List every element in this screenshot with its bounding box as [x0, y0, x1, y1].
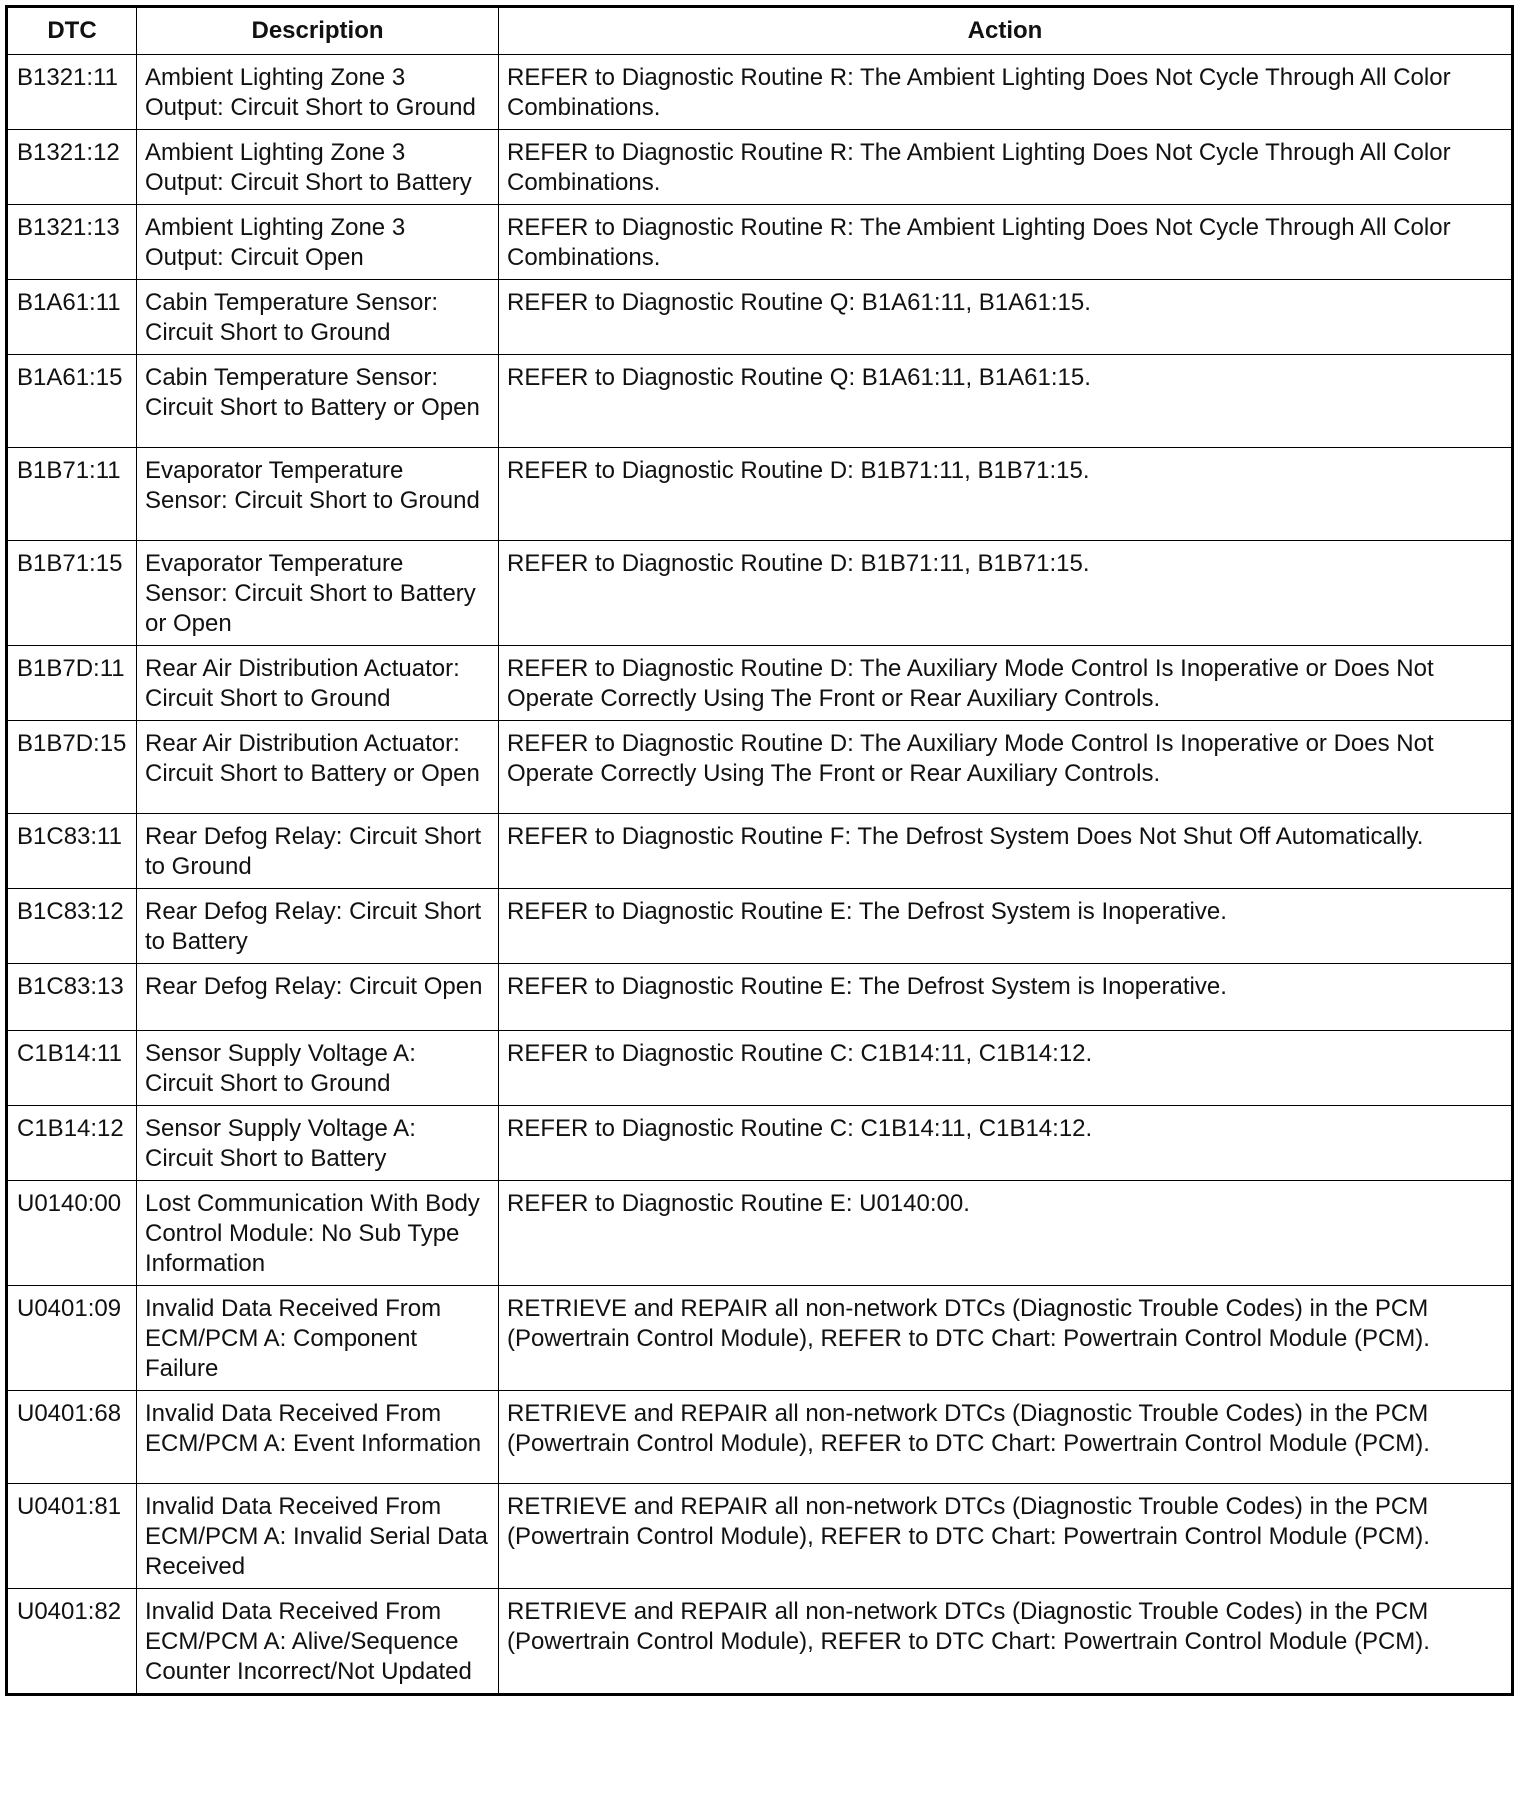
description-cell: Rear Defog Relay: Circuit Open — [137, 964, 499, 1031]
dtc-code-cell: B1321:12 — [7, 130, 137, 205]
action-cell: REFER to Diagnostic Routine D: B1B71:11, B1B71:15. — [499, 541, 1513, 646]
dtc-code-cell: U0401:82 — [7, 1589, 137, 1695]
table-header — [7, 7, 1513, 55]
description-cell: Rear Defog Relay: Circuit Short to Ground — [137, 814, 499, 889]
action-cell: RETRIEVE and REPAIR all non-network DTCs (Diagnostic Trouble Codes) in the PCM (Powertrain Control Module), REFER to DTC Chart: Powertrain Control Module (PCM). — [499, 1589, 1513, 1695]
action-cell: REFER to Diagnostic Routine D: B1B71:11, B1B71:15. — [499, 448, 1513, 541]
dtc-code-cell: B1B71:15 — [7, 541, 137, 646]
description-cell: Ambient Lighting Zone 3 Output: Circuit Short to Ground — [137, 55, 499, 130]
table-row — [7, 964, 1513, 1031]
table-row — [7, 889, 1513, 964]
action-cell: REFER to Diagnostic Routine D: The Auxiliary Mode Control Is Inoperative or Does Not Operate Correctly Using The Front or Rear Auxiliary Controls. — [499, 646, 1513, 721]
table-row — [7, 448, 1513, 541]
action-cell: REFER to Diagnostic Routine E: The Defrost System is Inoperative. — [499, 889, 1513, 964]
dtc-code-cell: U0401:81 — [7, 1484, 137, 1589]
header-row — [7, 7, 1513, 55]
action-cell: REFER to Diagnostic Routine R: The Ambient Lighting Does Not Cycle Through All Color Combinations. — [499, 130, 1513, 205]
dtc-code-cell: B1A61:11 — [7, 280, 137, 355]
table-row — [7, 541, 1513, 646]
dtc-code-cell: C1B14:11 — [7, 1031, 137, 1106]
action-cell: REFER to Diagnostic Routine R: The Ambient Lighting Does Not Cycle Through All Color Combinations. — [499, 55, 1513, 130]
action-cell: REFER to Diagnostic Routine E: The Defrost System is Inoperative. — [499, 964, 1513, 1031]
action-cell: REFER to Diagnostic Routine Q: B1A61:11, B1A61:15. — [499, 280, 1513, 355]
dtc-code-cell: B1B7D:11 — [7, 646, 137, 721]
description-cell: Ambient Lighting Zone 3 Output: Circuit Short to Battery — [137, 130, 499, 205]
action-cell: REFER to Diagnostic Routine C: C1B14:11, C1B14:12. — [499, 1106, 1513, 1181]
dtc-code-cell: B1321:13 — [7, 205, 137, 280]
table-row — [7, 1286, 1513, 1391]
action-cell: REFER to Diagnostic Routine C: C1B14:11, C1B14:12. — [499, 1031, 1513, 1106]
description-cell: Evaporator Temperature Sensor: Circuit Short to Battery or Open — [137, 541, 499, 646]
description-cell: Rear Air Distribution Actuator: Circuit Short to Ground — [137, 646, 499, 721]
table-row — [7, 1484, 1513, 1589]
table-row — [7, 1106, 1513, 1181]
dtc-table — [5, 5, 1514, 1696]
dtc-code-cell: B1B7D:15 — [7, 721, 137, 814]
description-cell: Rear Air Distribution Actuator: Circuit Short to Battery or Open — [137, 721, 499, 814]
description-cell: Lost Communication With Body Control Module: No Sub Type Information — [137, 1181, 499, 1286]
table-row — [7, 814, 1513, 889]
description-cell: Invalid Data Received From ECM/PCM A: Invalid Serial Data Received — [137, 1484, 499, 1589]
action-cell: REFER to Diagnostic Routine F: The Defrost System Does Not Shut Off Automatically. — [499, 814, 1513, 889]
action-cell: RETRIEVE and REPAIR all non-network DTCs (Diagnostic Trouble Codes) in the PCM (Powertrain Control Module), REFER to DTC Chart: Powertrain Control Module (PCM). — [499, 1286, 1513, 1391]
action-cell: RETRIEVE and REPAIR all non-network DTCs (Diagnostic Trouble Codes) in the PCM (Powertrain Control Module), REFER to DTC Chart: Powertrain Control Module (PCM). — [499, 1484, 1513, 1589]
action-cell: REFER to Diagnostic Routine E: U0140:00. — [499, 1181, 1513, 1286]
table-row — [7, 55, 1513, 130]
table-row — [7, 646, 1513, 721]
table-row — [7, 1031, 1513, 1106]
action-cell: REFER to Diagnostic Routine R: The Ambient Lighting Does Not Cycle Through All Color Combinations. — [499, 205, 1513, 280]
header-description: Description — [137, 7, 499, 55]
description-cell: Invalid Data Received From ECM/PCM A: Alive/Sequence Counter Incorrect/Not Updated — [137, 1589, 499, 1695]
dtc-code-cell: B1A61:15 — [7, 355, 137, 448]
description-cell: Cabin Temperature Sensor: Circuit Short to Battery or Open — [137, 355, 499, 448]
description-cell: Rear Defog Relay: Circuit Short to Battery — [137, 889, 499, 964]
header-action: Action — [499, 7, 1513, 55]
dtc-code-cell: U0401:09 — [7, 1286, 137, 1391]
dtc-code-cell: C1B14:12 — [7, 1106, 137, 1181]
table-row — [7, 205, 1513, 280]
dtc-code-cell: B1C83:13 — [7, 964, 137, 1031]
dtc-code-cell: U0401:68 — [7, 1391, 137, 1484]
action-cell: REFER to Diagnostic Routine D: The Auxiliary Mode Control Is Inoperative or Does Not Operate Correctly Using The Front or Rear Auxiliary Controls. — [499, 721, 1513, 814]
dtc-code-cell: B1321:11 — [7, 55, 137, 130]
table-body — [7, 55, 1513, 1695]
description-cell: Cabin Temperature Sensor: Circuit Short to Ground — [137, 280, 499, 355]
table-row — [7, 280, 1513, 355]
table-row — [7, 355, 1513, 448]
table-row — [7, 1391, 1513, 1484]
dtc-code-cell: B1B71:11 — [7, 448, 137, 541]
table-row — [7, 1181, 1513, 1286]
description-cell: Invalid Data Received From ECM/PCM A: Component Failure — [137, 1286, 499, 1391]
description-cell: Sensor Supply Voltage A: Circuit Short to Battery — [137, 1106, 499, 1181]
description-cell: Invalid Data Received From ECM/PCM A: Event Information — [137, 1391, 499, 1484]
table-row — [7, 130, 1513, 205]
header-dtc: DTC — [7, 7, 137, 55]
action-cell: REFER to Diagnostic Routine Q: B1A61:11, B1A61:15. — [499, 355, 1513, 448]
description-cell: Ambient Lighting Zone 3 Output: Circuit Open — [137, 205, 499, 280]
dtc-code-cell: B1C83:11 — [7, 814, 137, 889]
dtc-code-cell: U0140:00 — [7, 1181, 137, 1286]
action-cell: RETRIEVE and REPAIR all non-network DTCs (Diagnostic Trouble Codes) in the PCM (Powertrain Control Module), REFER to DTC Chart: Powertrain Control Module (PCM). — [499, 1391, 1513, 1484]
dtc-code-cell: B1C83:12 — [7, 889, 137, 964]
table-row — [7, 1589, 1513, 1695]
description-cell: Sensor Supply Voltage A: Circuit Short to Ground — [137, 1031, 499, 1106]
description-cell: Evaporator Temperature Sensor: Circuit Short to Ground — [137, 448, 499, 541]
table-row — [7, 721, 1513, 814]
